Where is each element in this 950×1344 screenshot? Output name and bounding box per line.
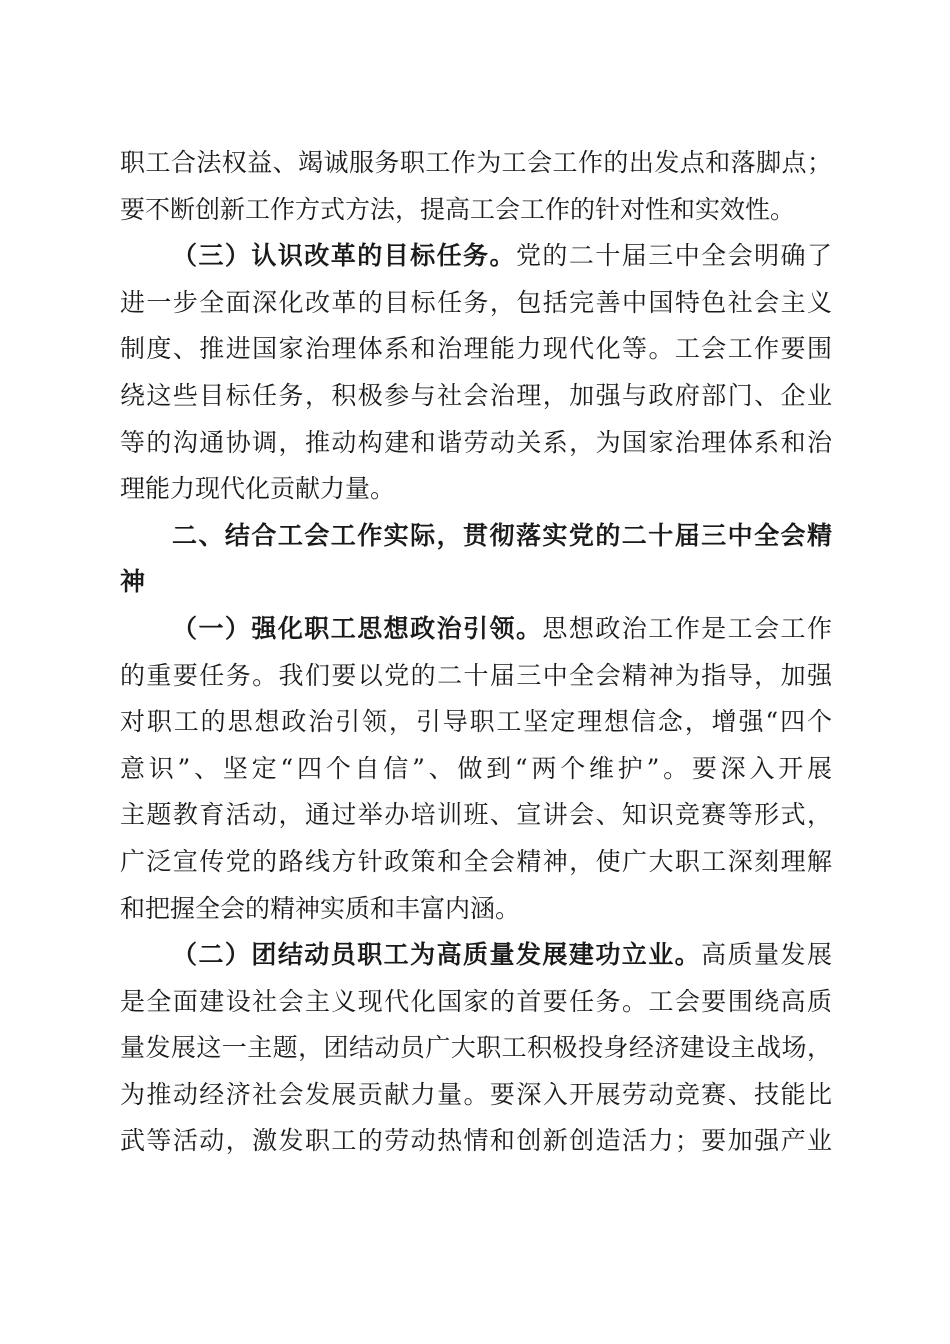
text-run: 思想政治工作是工会工作 — [542, 613, 832, 643]
paragraph-ideological-guidance — [120, 606, 832, 932]
text-line: 对职工的思想政治引领，引导职工坚定理想信念，增强“四个 — [120, 707, 832, 737]
text-line — [120, 606, 832, 653]
text-line: 进一步全面深化改革的目标任务，包括完善中国特色社会主义 — [120, 287, 832, 317]
text-run: 高质量发展 — [701, 940, 832, 970]
text-line — [120, 233, 832, 280]
paragraph-continuation — [120, 140, 832, 233]
heading-line: 二、结合工会工作实际，贯彻落实党的二十届三中全会精 — [172, 520, 832, 550]
text-line — [120, 932, 832, 979]
text-line: 和把握全会的精神实质和丰富内涵。 — [120, 893, 521, 923]
text-line: 绕这些目标任务，积极参与社会治理，加强与政府部门、企业 — [120, 380, 832, 410]
text-line: 要不断创新工作方式方法，提高工会工作的针对性和实效性。 — [120, 194, 796, 224]
text-run: 党的二十届三中全会明确了 — [515, 241, 832, 271]
paragraph-lead: （一）强化职工思想政治引领。 — [172, 613, 543, 643]
text-line: 理能力现代化贡献力量。 — [120, 474, 396, 504]
section-heading — [120, 513, 832, 606]
text-line: 意识”、坚定“四个自信”、做到“两个维护”。要深入开展 — [120, 753, 832, 783]
text-line: 制度、推进国家治理体系和治理能力现代化等。工会工作要围 — [120, 334, 832, 364]
document-page — [120, 140, 832, 1165]
text-line: 等的沟通协调，推动构建和谐劳动关系，为国家治理体系和治 — [120, 427, 832, 457]
text-line: 的重要任务。我们要以党的二十届三中全会精神为指导，加强 — [120, 660, 832, 690]
paragraph-reform-goals — [120, 233, 832, 513]
text-line: 广泛宣传党的路线方针政策和全会精神，使广大职工深刻理解 — [120, 846, 832, 876]
text-line: 主题教育活动，通过举办培训班、宣讲会、知识竞赛等形式， — [120, 800, 832, 830]
text-line: 量发展这一主题，团结动员广大职工积极投身经济建设主战场， — [120, 1033, 832, 1063]
text-line: 职工合法权益、竭诚服务职工作为工会工作的出发点和落脚点； — [120, 148, 832, 177]
paragraph-lead: （二）团结动员职工为高质量发展建功立业。 — [172, 940, 702, 970]
paragraph-lead: （三）认识改革的目标任务。 — [172, 241, 516, 271]
paragraph-high-quality-development — [120, 932, 832, 1165]
heading-line: 神 — [120, 567, 146, 597]
text-line: 是全面建设社会主义现代化国家的首要任务。工会要围绕高质 — [120, 986, 832, 1016]
text-line: 为推动经济社会发展贡献力量。要深入开展劳动竞赛、技能比 — [120, 1079, 832, 1109]
text-line: 武等活动，激发职工的劳动热情和创新创造活力；要加强产业 — [120, 1126, 832, 1156]
